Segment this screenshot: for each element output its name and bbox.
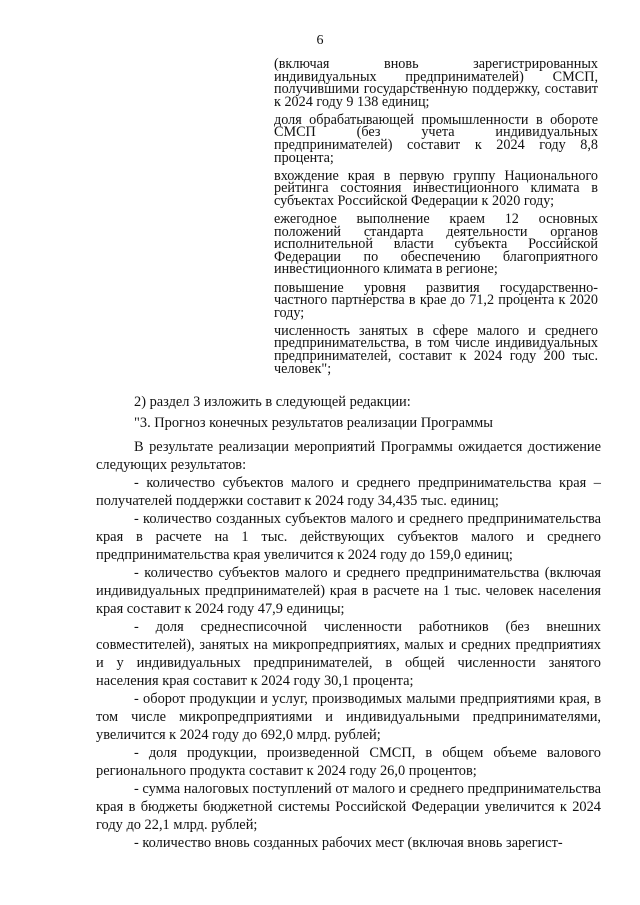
quoted-item: численность занятых в сфере малого и среднего предпринимательства, в том числе индивидуальных предпринимателей, составит к 2024 году 200 тыс. человек";: [274, 322, 598, 377]
quoted-item: повышение уровня развития государственно-частного партнерства в крае до 71,2 процента к 2020 году;: [274, 279, 598, 321]
result-item: - количество созданных субъектов малого и среднего предпринимательства края в расчете на 1 тыс. действующих субъектов малого и среднего предпринимательства края увеличится к 2024 году до 159,0 единиц;: [96, 511, 601, 563]
document-body: [96, 393, 601, 852]
result-item: - оборот продукции и услуг, производимых малыми предприятиями края, в том числе микропредприятиями и индивидуальными предпринимателями, увеличится к 2024 году до 692,0 млрд. рублей;: [96, 691, 601, 743]
result-item: - количество вновь созданных рабочих мест (включая вновь зарегист-: [134, 835, 563, 851]
quoted-item: (включая вновь зарегистрированных индивидуальных предпринимателей) СМСП, получившими государственную поддержку, составит к 2024 году 9 138 единиц;: [274, 56, 598, 110]
result-item: - доля среднесписочной численности работников (без внешних совместителей), занятых на микропредприятиях, малых и средних предприятиях и у индивидуальных предпринимателей, в общей численности занятого населения края составит к 2024 году 30,1 процента;: [96, 619, 601, 689]
result-item: - количество субъектов малого и среднего предпринимательства края – получателей поддержки составит к 2024 году 34,435 тыс. единиц;: [96, 475, 601, 509]
results-intro: В результате реализации мероприятий Программы ожидается достижение следующих результатов:: [96, 439, 601, 473]
quoted-item: ежегодное выполнение краем 12 основных положений стандарта деятельности органов исполнительной власти субъекта Российской Федерации по обеспечению благоприятного инвестиционного климата в регионе;: [274, 211, 598, 278]
result-item: - количество субъектов малого и среднего предпринимательства (включая индивидуальных предпринимателей) края в расчете на 1 тыс. человек населения края составит к 2024 году 47,9 единицы;: [96, 565, 601, 617]
quoted-item: доля обрабатывающей промышленности в обороте СМСП (без учета индивидуальных предпринимателей) составит к 2024 году 8,8 процента;: [274, 111, 598, 166]
quoted-item: вхождение края в первую группу Национального рейтинга состояния инвестиционного климата в субъектах Российской Федерации к 2020 году;: [274, 167, 598, 209]
result-item: - доля продукции, произведенной СМСП, в общем объеме валового регионального продукта составит к 2024 году 26,0 процентов;: [96, 745, 601, 779]
quoted-indicator-list: [274, 58, 598, 381]
result-item: - сумма налоговых поступлений от малого и среднего предпринимательства края в бюджеты бюджетной системы Российской Федерации увеличится к 2024 году до 22,1 млрд. рублей;: [96, 781, 601, 833]
page-number: 6: [316, 33, 324, 48]
section-instruction: 2) раздел 3 изложить в следующей редакции:: [134, 394, 411, 410]
section-heading: "3. Прогноз конечных результатов реализации Программы: [134, 415, 493, 431]
